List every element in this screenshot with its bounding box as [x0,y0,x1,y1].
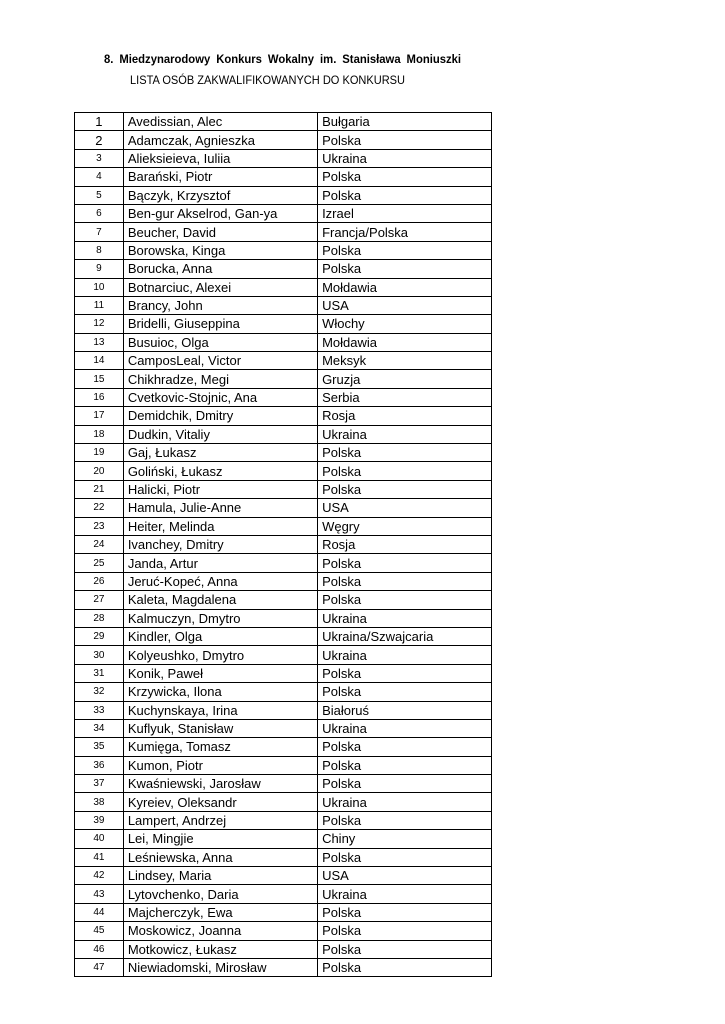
participant-name: Janda, Artur [123,554,317,572]
participant-country: Mołdawia [318,333,492,351]
table-row [75,756,492,774]
participant-country: Rosja [318,535,492,553]
participant-country: Mołdawia [318,278,492,296]
row-number: 33 [75,701,124,719]
table-row [75,535,492,553]
row-number: 12 [75,315,124,333]
row-number: 32 [75,683,124,701]
row-number: 30 [75,646,124,664]
participant-name: Demidchik, Dmitry [123,407,317,425]
participant-country: Gruzja [318,370,492,388]
table-row [75,830,492,848]
table-row [75,683,492,701]
participant-name: Heiter, Melinda [123,517,317,535]
document-title: 8. Miedzynarodowy Konkurs Wokalny im. Stanisława Moniuszki [104,52,462,66]
participant-country: Polska [318,260,492,278]
row-number: 8 [75,241,124,259]
row-number: 2 [75,131,124,149]
participant-name: Halicki, Piotr [123,480,317,498]
table-row [75,204,492,222]
row-number: 23 [75,517,124,535]
row-number: 13 [75,333,124,351]
participant-country: Polska [318,480,492,498]
row-number: 17 [75,407,124,425]
participant-name: Kyreiev, Oleksandr [123,793,317,811]
table-row [75,701,492,719]
row-number: 6 [75,204,124,222]
participant-country: Meksyk [318,352,492,370]
table-row [75,499,492,517]
participant-country: Polska [318,683,492,701]
row-number: 14 [75,352,124,370]
row-number: 47 [75,958,124,976]
participant-country: Ukraina [318,885,492,903]
row-number: 15 [75,370,124,388]
table-row [75,480,492,498]
participant-name: Konik, Paweł [123,664,317,682]
participant-name: Bączyk, Krzysztof [123,186,317,204]
row-number: 46 [75,940,124,958]
participant-name: Borucka, Anna [123,260,317,278]
table-row [75,775,492,793]
participant-country: Polska [318,572,492,590]
table-row [75,462,492,480]
row-number: 26 [75,572,124,590]
participant-name: Kuflyuk, Stanisław [123,719,317,737]
row-number: 3 [75,149,124,167]
participant-country: Polska [318,186,492,204]
participant-name: Alieksieieva, Iuliia [123,149,317,167]
participant-country: Ukraina [318,425,492,443]
participant-country: Polska [318,131,492,149]
participant-country: Polska [318,738,492,756]
participant-name: Avedissian, Alec [123,113,317,131]
participant-name: Chikhradze, Megi [123,370,317,388]
participant-country: Ukraina/Szwajcaria [318,627,492,645]
participant-name: Adamczak, Agnieszka [123,131,317,149]
row-number: 22 [75,499,124,517]
participant-name: Lampert, Andrzej [123,811,317,829]
row-number: 38 [75,793,124,811]
table-row [75,352,492,370]
participant-name: Kolyeushko, Dmytro [123,646,317,664]
document-subtitle: LISTA OSÓB ZAKWALIFIKOWANYCH DO KONKURSU [130,73,406,87]
row-number: 9 [75,260,124,278]
participant-name: Borowska, Kinga [123,241,317,259]
participant-name: Majcherczyk, Ewa [123,903,317,921]
row-number: 37 [75,775,124,793]
participant-name: Cvetkovic-Stojnic, Ana [123,388,317,406]
table-row [75,646,492,664]
row-number: 41 [75,848,124,866]
participant-name: CamposLeal, Victor [123,352,317,370]
table-row [75,407,492,425]
participant-country: Izrael [318,204,492,222]
row-number: 35 [75,738,124,756]
participant-name: Jeruć-Kopeć, Anna [123,572,317,590]
participant-country: Chiny [318,830,492,848]
participant-name: Kwaśniewski, Jarosław [123,775,317,793]
row-number: 4 [75,168,124,186]
table-row [75,609,492,627]
participants-table-body [75,113,492,977]
participant-country: Serbia [318,388,492,406]
row-number: 36 [75,756,124,774]
table-row [75,425,492,443]
participant-name: Lei, Mingjie [123,830,317,848]
table-row [75,517,492,535]
row-number: 7 [75,223,124,241]
row-number: 45 [75,922,124,940]
participant-name: Botnarciuc, Alexei [123,278,317,296]
participant-name: Goliński, Łukasz [123,462,317,480]
table-row [75,444,492,462]
table-row [75,260,492,278]
participant-name: Leśniewska, Anna [123,848,317,866]
row-number: 42 [75,867,124,885]
table-row [75,922,492,940]
row-number: 28 [75,609,124,627]
participant-name: Ivanchey, Dmitry [123,535,317,553]
row-number: 27 [75,591,124,609]
participant-country: Polska [318,848,492,866]
table-row [75,113,492,131]
row-number: 31 [75,664,124,682]
row-number: 40 [75,830,124,848]
participant-name: Kalmuczyn, Dmytro [123,609,317,627]
participant-name: Bridelli, Giuseppina [123,315,317,333]
participant-country: Polska [318,940,492,958]
participant-name: Hamula, Julie-Anne [123,499,317,517]
participant-country: Polska [318,775,492,793]
row-number: 18 [75,425,124,443]
row-number: 5 [75,186,124,204]
participant-country: Polska [318,591,492,609]
participant-name: Busuioc, Olga [123,333,317,351]
table-row [75,591,492,609]
participant-country: Ukraina [318,793,492,811]
participant-name: Brancy, John [123,296,317,314]
participant-country: Ukraina [318,609,492,627]
participant-name: Lytovchenko, Daria [123,885,317,903]
participant-country: USA [318,499,492,517]
participant-country: Polska [318,922,492,940]
participant-name: Kumon, Piotr [123,756,317,774]
participant-country: Ukraina [318,149,492,167]
table-row [75,903,492,921]
participant-name: Motkowicz, Łukasz [123,940,317,958]
table-row [75,149,492,167]
participant-country: Polska [318,554,492,572]
row-number: 29 [75,627,124,645]
participant-name: Kindler, Olga [123,627,317,645]
participant-country: Polska [318,444,492,462]
participant-country: Węgry [318,517,492,535]
participant-country: Polska [318,168,492,186]
participant-name: Niewiadomski, Mirosław [123,958,317,976]
table-row [75,370,492,388]
table-row [75,223,492,241]
participant-name: Kuchynskaya, Irina [123,701,317,719]
row-number: 34 [75,719,124,737]
participant-name: Barański, Piotr [123,168,317,186]
row-number: 19 [75,444,124,462]
participant-country: Ukraina [318,719,492,737]
participant-country: Bułgaria [318,113,492,131]
participant-name: Ben-gur Akselrod, Gan-ya [123,204,317,222]
table-row [75,554,492,572]
participant-country: Polska [318,958,492,976]
row-number: 44 [75,903,124,921]
row-number: 25 [75,554,124,572]
participant-country: Polska [318,241,492,259]
table-row [75,296,492,314]
row-number: 1 [75,113,124,131]
table-row [75,333,492,351]
table-row [75,388,492,406]
table-row [75,811,492,829]
table-row [75,738,492,756]
row-number: 43 [75,885,124,903]
participant-country: Polska [318,756,492,774]
table-row [75,186,492,204]
table-row [75,315,492,333]
table-row [75,885,492,903]
table-row [75,848,492,866]
row-number: 24 [75,535,124,553]
table-row [75,719,492,737]
participant-country: Polska [318,903,492,921]
participant-country: Francja/Polska [318,223,492,241]
participant-name: Beucher, David [123,223,317,241]
participant-country: Polska [318,664,492,682]
participant-name: Kaleta, Magdalena [123,591,317,609]
table-row [75,131,492,149]
participant-country: Polska [318,462,492,480]
participant-name: Dudkin, Vitaliy [123,425,317,443]
table-row [75,940,492,958]
participant-country: Włochy [318,315,492,333]
table-row [75,627,492,645]
participant-country: Polska [318,811,492,829]
row-number: 16 [75,388,124,406]
table-row [75,867,492,885]
row-number: 10 [75,278,124,296]
participant-country: Białoruś [318,701,492,719]
participant-name: Moskowicz, Joanna [123,922,317,940]
participant-country: Rosja [318,407,492,425]
row-number: 21 [75,480,124,498]
row-number: 39 [75,811,124,829]
participant-country: USA [318,867,492,885]
participants-table [74,112,492,977]
table-row [75,241,492,259]
table-row [75,793,492,811]
table-row [75,278,492,296]
participant-name: Kumięga, Tomasz [123,738,317,756]
row-number: 20 [75,462,124,480]
participant-name: Krzywicka, Ilona [123,683,317,701]
table-row [75,168,492,186]
table-row [75,572,492,590]
participant-name: Lindsey, Maria [123,867,317,885]
participant-name: Gaj, Łukasz [123,444,317,462]
table-row [75,664,492,682]
participant-country: Ukraina [318,646,492,664]
row-number: 11 [75,296,124,314]
participant-country: USA [318,296,492,314]
table-row [75,958,492,976]
